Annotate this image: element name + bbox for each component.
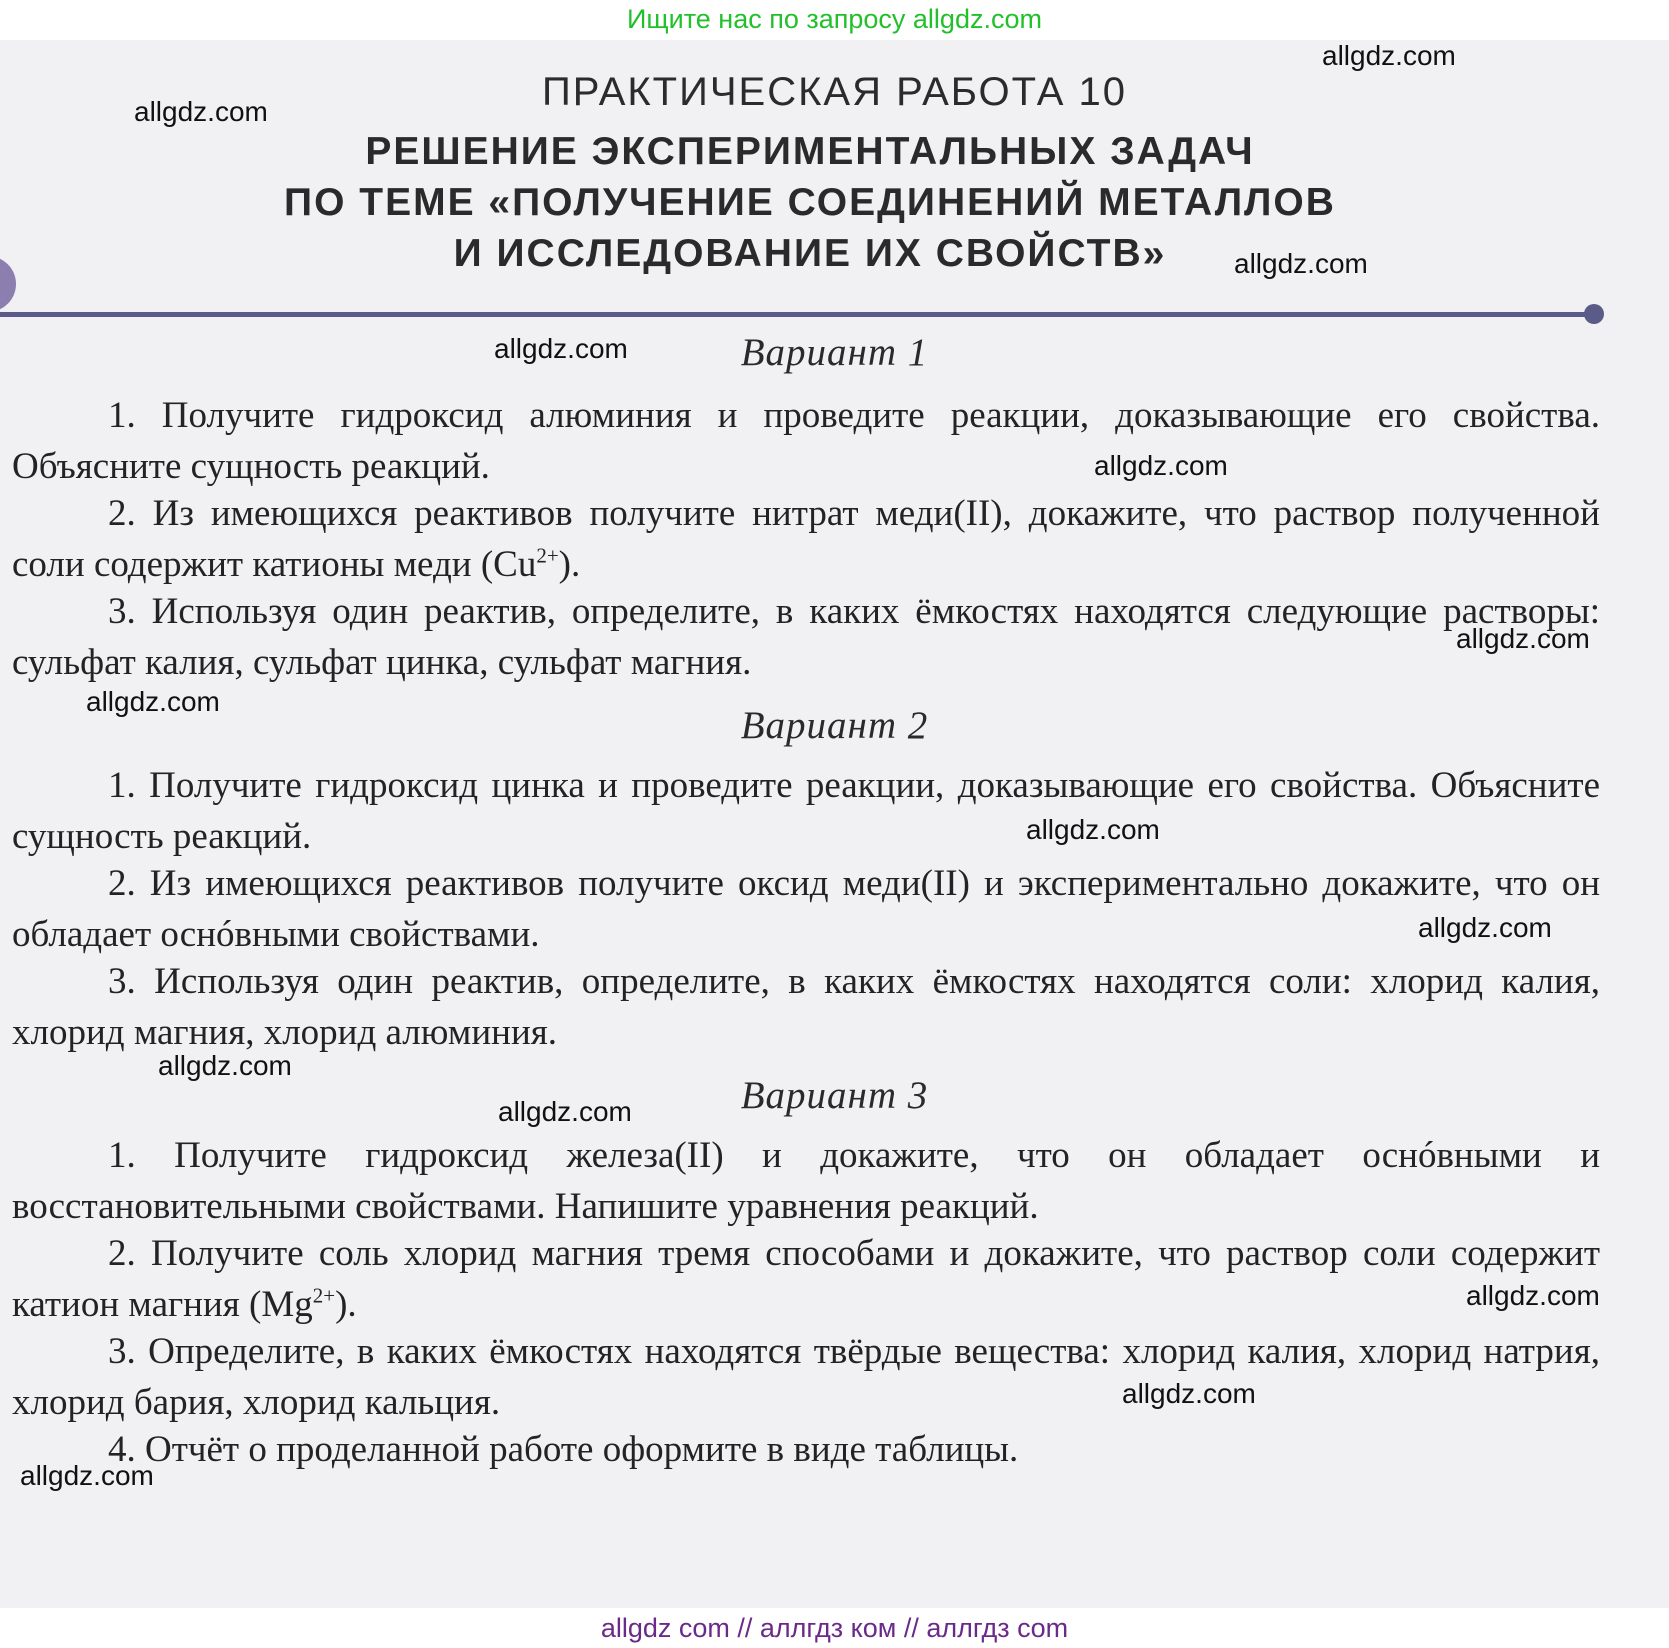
variant-2-task-2: 2. Из имеющихся реактивов получите оксид меди(II) и экспериментально докажите, что он обладает оснóвными свойствами. — [12, 863, 1600, 955]
top-banner[interactable]: Ищите нас по запросу allgdz.com — [627, 4, 1042, 34]
bottom-banner[interactable]: allgdz com // аллгдз ком // аллгдз com — [600, 1613, 1069, 1643]
watermark: allgdz.com — [20, 1460, 154, 1491]
watermark: allgdz.com — [134, 96, 268, 127]
variant-1-task-3: 3. Используя один реактив, определите, в каких ёмкостях находятся следующие растворы: сульфат калия, сульфат цинка, сульфат магния. — [12, 591, 1600, 683]
variant-2-task-1: 1. Получите гидроксид цинка и проведите реакции, доказывающие его свойства. Объясните сущность реакций. — [12, 765, 1600, 857]
variant-2-task-3: 3. Используя один реактив, определите, в каких ёмкостях находятся соли: хлорид калия, хлорид магния, хлорид алюминия. — [12, 961, 1600, 1053]
watermark: allgdz.com — [86, 686, 220, 717]
divider-end-dot — [1584, 304, 1604, 324]
watermark: allgdz.com — [158, 1050, 292, 1081]
work-title-line-3: И ИССЛЕДОВАНИЕ ИХ СВОЙСТВ» — [453, 232, 1167, 275]
variant-1-task-2: 2. Из имеющихся реактивов получите нитрат меди(II), докажите, что раствор полученной соли содержит катионы меди $(Cu^{2+})$. — [12, 493, 1600, 585]
work-number-heading: ПРАКТИЧЕСКАЯ РАБОТА 10 — [541, 70, 1128, 114]
watermark: allgdz.com — [1322, 40, 1456, 71]
watermark: allgdz.com — [1094, 450, 1228, 481]
watermark: allgdz.com — [1466, 1280, 1600, 1311]
variant-1-task-1: 1. Получите гидроксид алюминия и проведите реакции, доказывающие его свойства. Объясните сущность реакций. — [12, 395, 1600, 487]
variant-3-task-1: 1. Получите гидроксид железа(II) и докажите, что он обладает оснóвными и восстановительными свойствами. Напишите уравнения реакций. — [12, 1135, 1600, 1227]
work-title-line-1: РЕШЕНИЕ ЭКСПЕРИМЕНТАЛЬНЫХ ЗАДАЧ — [365, 130, 1255, 173]
watermark: allgdz.com — [1122, 1378, 1256, 1409]
watermark: allgdz.com — [1456, 623, 1590, 654]
watermark: allgdz.com — [1418, 912, 1552, 943]
watermark: allgdz.com — [1026, 814, 1160, 845]
watermark: allgdz.com — [494, 333, 628, 364]
variant-3-task-3: 3. Определите, в каких ёмкостях находятся твёрдые вещества: хлорид калия, хлорид натрия, хлорид бария, хлорид кальция. — [12, 1331, 1600, 1423]
variant-3-task-2: 2. Получите соль хлорид магния тремя способами и докажите, что раствор соли содержит катион магния $(Mg^{2+})$. — [12, 1233, 1600, 1325]
variant-3-title: Вариант 3 — [740, 1074, 929, 1117]
work-title-line-2: ПО ТЕМЕ «ПОЛУЧЕНИЕ СОЕДИНЕНИЙ МЕТАЛЛОВ — [284, 181, 1336, 224]
watermark: allgdz.com — [498, 1096, 632, 1127]
watermark: allgdz.com — [1234, 248, 1368, 279]
variant-2-title: Вариант 2 — [740, 704, 929, 747]
textbook-page — [0, 40, 1669, 1608]
variant-1-title: Вариант 1 — [740, 331, 929, 374]
title-divider — [0, 312, 1595, 317]
variant-3-task-4: 4. Отчёт о проделанной работе оформите в виде таблицы. — [108, 1429, 1019, 1470]
